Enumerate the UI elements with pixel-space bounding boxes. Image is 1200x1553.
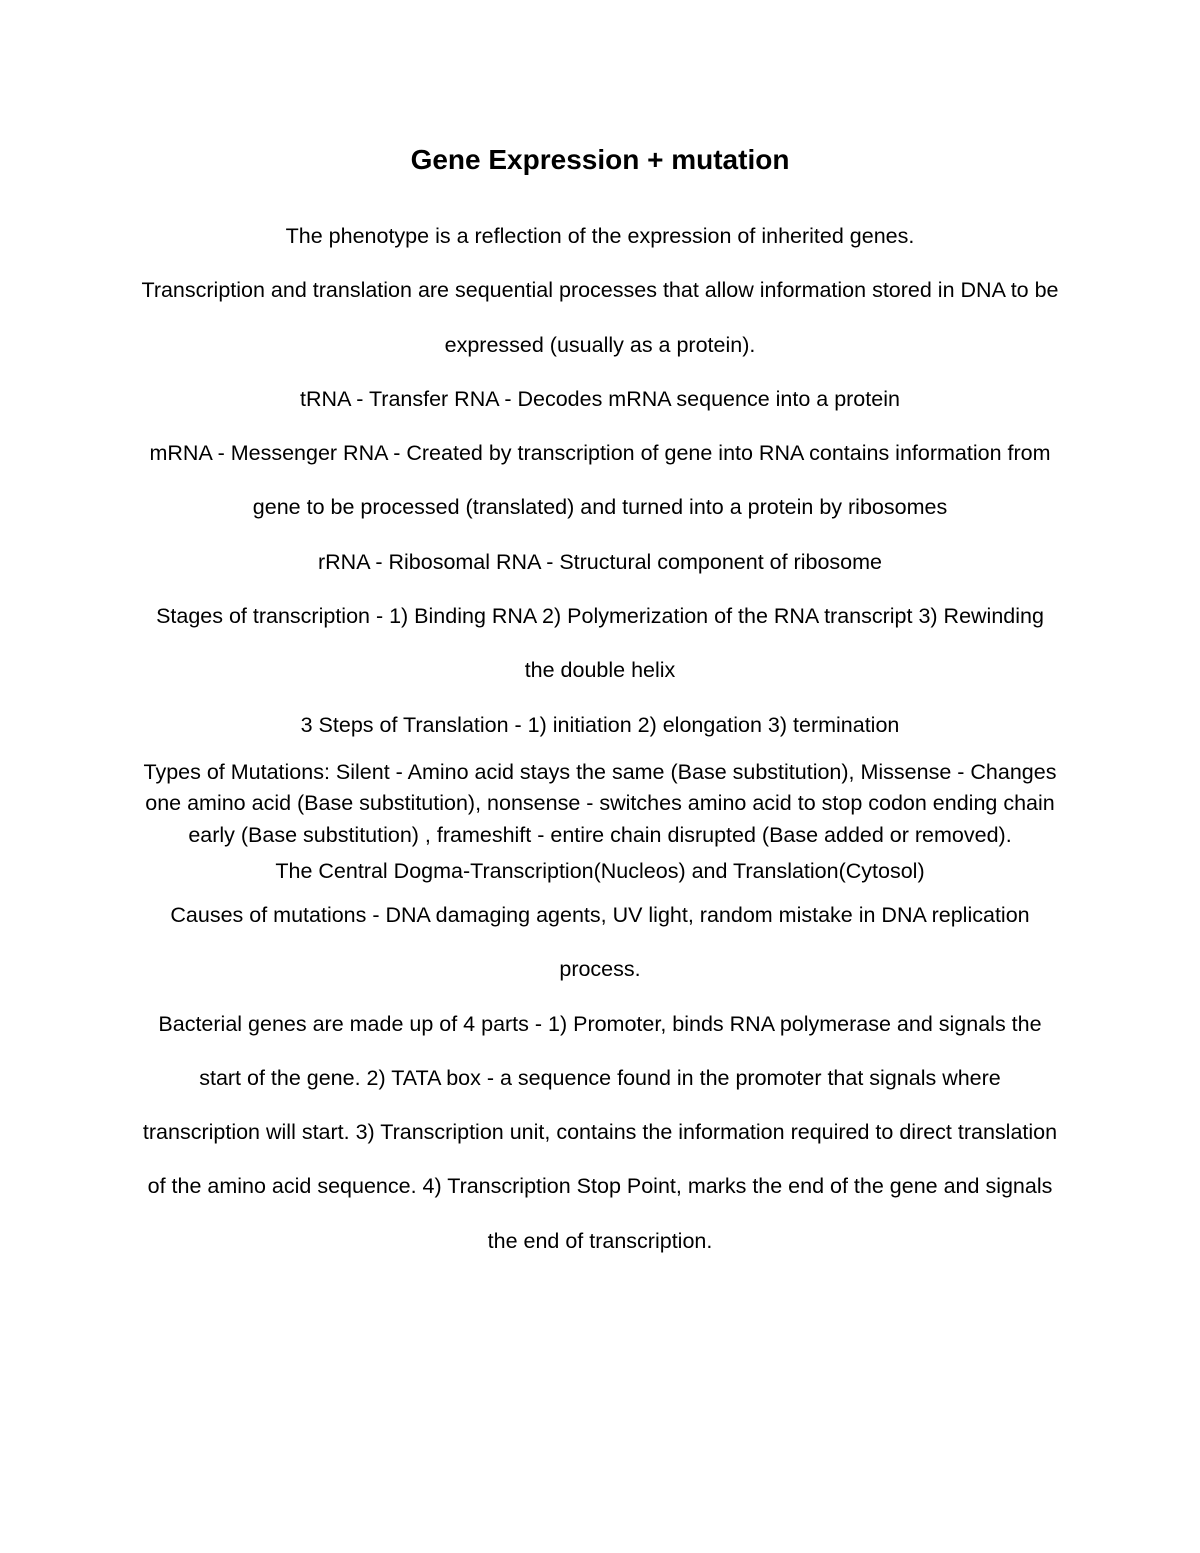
paragraph-mrna: mRNA - Messenger RNA - Created by transcription of gene into RNA contains information from gene to be processed (translated) and turned into a protein by ribosomes	[149, 441, 1051, 520]
paragraph-central-dogma: The Central Dogma-Transcription(Nucleos) and Translation(Cytosol)	[275, 859, 925, 884]
paragraph-rrna: rRNA - Ribosomal RNA - Structural component of ribosome	[318, 549, 882, 574]
paragraph-transcription-translation: Transcription and translation are sequential processes that allow information stored in DNA to be expressed (usually as a protein).	[141, 278, 1059, 357]
paragraph-mutation-types: Types of Mutations: Silent - Amino acid stays the same (Base substitution), Missense - Changes one amino acid (Base substitution), nonsense - switches amino acid to stop codon ending chain early (Base substitution) , frameshift - entire chain disrupted (Base added or removed).	[143, 759, 1057, 847]
paragraph-transcription-stages: Stages of transcription - 1) Binding RNA 2) Polymerization of the RNA transcript 3) Rewinding the double helix	[156, 604, 1044, 683]
paragraph-translation-steps: 3 Steps of Translation - 1) initiation 2) elongation 3) termination	[300, 712, 900, 737]
document-body	[140, 209, 1060, 1268]
paragraph-mutation-causes: Causes of mutations - DNA damaging agents, UV light, random mistake in DNA replication process.	[170, 902, 1030, 982]
paragraph-trna: tRNA - Transfer RNA - Decodes mRNA sequence into a protein	[300, 386, 900, 411]
page-title: Gene Expression + mutation	[410, 144, 790, 175]
paragraph-bacterial-genes: Bacterial genes are made up of 4 parts - 1) Promoter, binds RNA polymerase and signals the start of the gene. 2) TATA box - a sequence found in the promoter that signals where transcription will start. 3) Transcription unit, contains the information required to direct translation of the amino acid sequence. 4) Transcription Stop Point, marks the end of the gene and signals the end of transcription.	[142, 1011, 1058, 1253]
paragraph-phenotype: The phenotype is a reflection of the expression of inherited genes.	[285, 224, 915, 248]
